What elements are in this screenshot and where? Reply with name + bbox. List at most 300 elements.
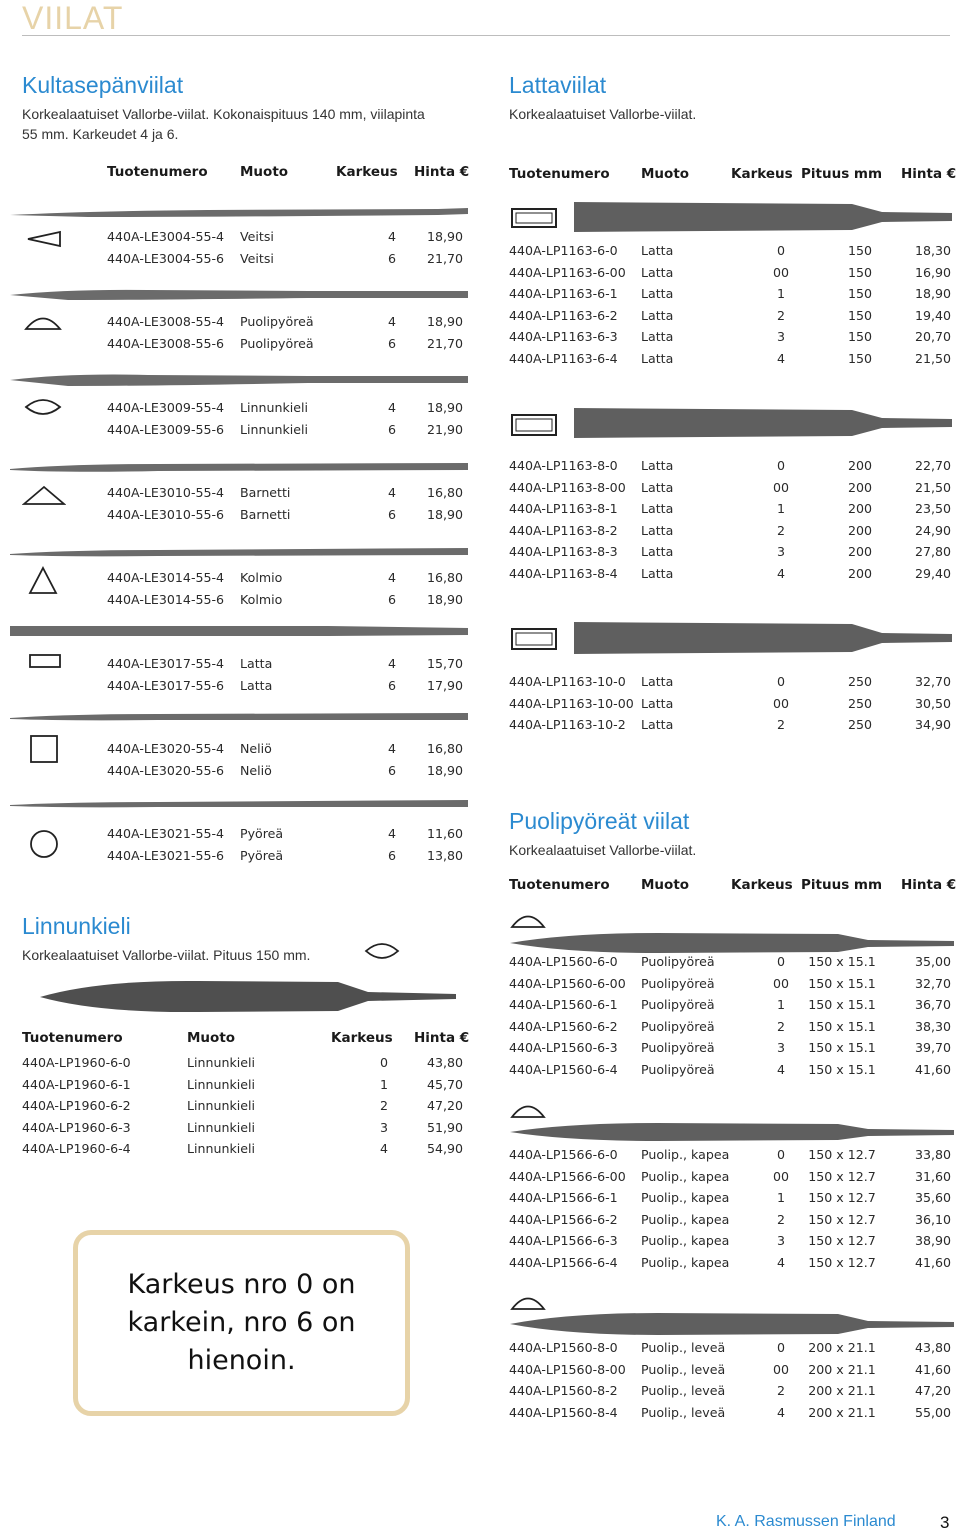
header-price: Hinta € [414, 1030, 470, 1046]
product-code: 440A-LE3008-55-4 [107, 314, 225, 329]
grade: 4 [379, 1141, 388, 1156]
grade: 2 [776, 717, 785, 732]
grade: 6 [387, 250, 396, 266]
header-shape: Muoto [641, 166, 690, 182]
table-row [0, 845, 960, 866]
cross-section-crossing-icon [364, 940, 400, 962]
price: 21,70 [426, 250, 463, 266]
table-row [0, 455, 960, 476]
flat-file-image-250 [572, 620, 954, 656]
product-code: 440A-LE3014-55-6 [107, 591, 225, 607]
grade: 00 [772, 695, 790, 711]
grade: 00 [772, 975, 790, 991]
header-shape: Muoto [641, 877, 690, 893]
product-code: 440A-LP1566-6-2 [509, 1211, 618, 1227]
header-grade: Karkeus [731, 166, 793, 182]
section-subtitle-puolipyoreat: Korkealaatuiset Vallorbe-viilat. [509, 842, 697, 858]
grade: 3 [776, 1040, 785, 1055]
grade: 00 [772, 479, 790, 495]
product-code: 440A-LP1560-8-0 [509, 1340, 618, 1355]
section-subtitle-latta: Korkealaatuiset Vallorbe-viilat. [509, 106, 697, 122]
table-row [0, 1117, 960, 1138]
grade: 4 [387, 570, 396, 585]
price: 19,40 [914, 307, 951, 323]
header-shape: Muoto [187, 1030, 236, 1046]
grade: 0 [776, 1340, 785, 1355]
length: 150 [847, 286, 873, 301]
price: 23,50 [914, 501, 951, 516]
shape: Latta [641, 501, 674, 516]
section-subtitle-kultasepan-1: Korkealaatuiset Vallorbe-viilat. Kokonaispituus 140 mm, viilapinta [22, 106, 425, 122]
price: 20,70 [914, 329, 951, 344]
header-length: Pituus mm [801, 166, 883, 182]
shape: Latta [641, 544, 674, 559]
title-divider [22, 35, 950, 36]
length: 150 [847, 329, 873, 344]
price: 13,80 [426, 847, 463, 863]
grade: 6 [387, 847, 396, 863]
shape: Latta [240, 656, 273, 671]
price: 21,70 [426, 335, 463, 351]
product-code: 440A-LP1163-10-0 [509, 674, 626, 689]
shape: Linnunkieli [187, 1141, 255, 1156]
grade: 0 [776, 1147, 785, 1162]
header-price: Hinta € [901, 166, 957, 182]
price: 18,90 [914, 286, 951, 301]
price: 41,60 [914, 1254, 951, 1270]
length: 250 [847, 674, 873, 689]
price: 11,60 [426, 826, 463, 841]
table-row [0, 541, 960, 562]
shape: Puolipyöreä [240, 314, 314, 329]
shape: Linnunkieli [187, 1119, 255, 1135]
length: 200 [847, 565, 873, 581]
grade: 4 [387, 826, 396, 841]
price: 38,90 [914, 1233, 951, 1248]
needle-file-image-latta [8, 622, 470, 640]
price: 32,70 [914, 674, 951, 689]
price: 16,80 [426, 741, 463, 756]
section-title-latta: Lattaviilat [509, 72, 607, 98]
price: 45,70 [426, 1076, 463, 1092]
grade: 00 [772, 1168, 790, 1184]
shape: Linnunkieli [187, 1076, 255, 1092]
cross-section-square-icon [28, 733, 60, 765]
price: 18,30 [914, 243, 951, 258]
table-row [0, 477, 960, 498]
length: 200 x 21.1 [808, 1404, 876, 1420]
length: 150 x 12.7 [808, 1190, 876, 1205]
table-row [0, 1074, 960, 1095]
price: 18,90 [426, 762, 463, 778]
price: 16,80 [426, 485, 463, 500]
product-code: 440A-LP1163-8-4 [509, 565, 618, 581]
price: 47,20 [914, 1383, 951, 1398]
grade-info-callout: Karkeus nro 0 on karkein, nro 6 on hienoin. [73, 1230, 410, 1416]
shape: Neliö [240, 741, 272, 756]
shape: Pyöreä [240, 826, 284, 841]
price: 41,60 [914, 1061, 951, 1077]
shape: Pyöreä [240, 847, 284, 863]
grade: 4 [387, 485, 396, 500]
product-code: 440A-LP1163-8-0 [509, 458, 618, 473]
product-code: 440A-LP1560-6-4 [509, 1061, 618, 1077]
table-row [0, 326, 960, 347]
product-code: 440A-LP1566-6-00 [509, 1168, 626, 1184]
grade: 6 [387, 335, 396, 351]
grade: 00 [772, 264, 790, 280]
cross-section-flat-icon [28, 653, 62, 669]
price: 31,60 [914, 1168, 951, 1184]
shape: Latta [641, 286, 674, 301]
product-code: 440A-LE3010-55-6 [107, 506, 225, 522]
cross-section-crossing-icon [24, 396, 62, 418]
shape: Latta [641, 243, 674, 258]
shape: Puolip., leveä [641, 1404, 726, 1420]
table-row [0, 1187, 960, 1208]
shape: Latta [641, 717, 674, 732]
grade: 4 [387, 656, 396, 671]
table-row [0, 283, 960, 304]
product-code: 440A-LP1960-6-0 [22, 1055, 131, 1070]
length: 150 x 12.7 [808, 1147, 876, 1162]
grade: 2 [776, 522, 785, 538]
shape: Latta [641, 329, 674, 344]
header-code: Tuotenumero [509, 166, 610, 182]
product-code: 440A-LE3014-55-4 [107, 570, 225, 585]
product-code: 440A-LE3004-55-6 [107, 250, 225, 266]
product-code: 440A-LP1566-6-0 [509, 1147, 618, 1162]
shape: Kolmio [240, 570, 283, 585]
shape: Veitsi [240, 250, 274, 266]
price: 43,80 [914, 1340, 951, 1355]
table-row [0, 520, 960, 541]
product-code: 440A-LE3009-55-6 [107, 421, 225, 437]
table-row [0, 305, 960, 326]
price: 27,80 [914, 544, 951, 559]
grade: 4 [776, 1061, 785, 1077]
table-row [0, 240, 960, 261]
price: 16,90 [914, 264, 951, 280]
grade: 0 [776, 674, 785, 689]
product-code: 440A-LP1163-6-1 [509, 286, 618, 301]
shape: Latta [641, 479, 674, 495]
shape: Puolipyöreä [641, 1040, 715, 1055]
shape: Latta [641, 695, 674, 711]
product-code: 440A-LP1163-6-2 [509, 307, 618, 323]
table-row [0, 1209, 960, 1230]
length: 200 [847, 501, 873, 516]
price: 51,90 [426, 1119, 463, 1135]
price: 22,70 [914, 458, 951, 473]
cross-section-flat-icon [510, 206, 558, 230]
product-code: 440A-LP1163-6-0 [509, 243, 618, 258]
needle-file-image-veitsi [8, 203, 470, 223]
section-title-puolipyoreat: Puolipyöreät viilat [509, 808, 690, 834]
length: 250 [847, 695, 873, 711]
cross-section-half-round-icon [510, 1292, 546, 1312]
shape: Puolip., kapea [641, 1233, 730, 1248]
grade: 6 [387, 506, 396, 522]
header-length: Pituus mm [801, 877, 883, 893]
product-code: 440A-LP1960-6-3 [22, 1119, 131, 1135]
length: 150 [847, 264, 873, 280]
product-code: 440A-LE3009-55-4 [107, 400, 225, 415]
length: 200 [847, 544, 873, 559]
shape: Barnetti [240, 506, 291, 522]
cross-section-half-round-icon [510, 910, 546, 930]
shape: Latta [641, 458, 674, 473]
length: 150 x 15.1 [808, 1040, 876, 1055]
shape: Latta [240, 677, 273, 693]
shape: Latta [641, 264, 674, 280]
price: 54,90 [426, 1141, 463, 1156]
length: 150 x 12.7 [808, 1211, 876, 1227]
price: 24,90 [914, 522, 951, 538]
table-row [0, 1095, 960, 1116]
grade: 3 [379, 1119, 388, 1135]
price: 18,90 [426, 591, 463, 607]
product-code: 440A-LP1163-6-3 [509, 329, 618, 344]
product-code: 440A-LP1163-6-4 [509, 350, 618, 366]
shape: Puolipyöreä [240, 335, 314, 351]
price: 18,90 [426, 314, 463, 329]
price: 17,90 [426, 677, 463, 693]
product-code: 440A-LE3017-55-6 [107, 677, 225, 693]
shape: Linnunkieli [240, 400, 308, 415]
price: 41,60 [914, 1361, 951, 1377]
shape: Linnunkieli [187, 1055, 255, 1070]
price: 18,90 [426, 229, 463, 244]
product-code: 440A-LE3021-55-4 [107, 826, 225, 841]
grade: 3 [776, 1233, 785, 1248]
grade: 1 [776, 997, 785, 1012]
product-code: 440A-LP1560-6-2 [509, 1018, 618, 1034]
length: 150 x 15.1 [808, 975, 876, 991]
table-row [0, 348, 960, 369]
grade: 6 [387, 677, 396, 693]
shape: Puolipyöreä [641, 1018, 715, 1034]
table-row [0, 693, 960, 714]
table-row [0, 589, 960, 610]
length: 150 [847, 350, 873, 366]
price: 29,40 [914, 565, 951, 581]
price: 43,80 [426, 1055, 463, 1070]
shape: Latta [641, 565, 674, 581]
grade: 4 [387, 741, 396, 756]
product-code: 440A-LP1566-6-4 [509, 1254, 618, 1270]
grade: 4 [387, 400, 396, 415]
table-row [0, 671, 960, 692]
table-row [0, 714, 960, 735]
price: 55,00 [914, 1404, 951, 1420]
product-code: 440A-LP1566-6-3 [509, 1233, 618, 1248]
shape: Linnunkieli [240, 421, 308, 437]
product-code: 440A-LP1163-6-00 [509, 264, 626, 280]
length: 150 x 15.1 [808, 1018, 876, 1034]
price: 35,00 [914, 954, 951, 969]
price: 21,50 [914, 479, 951, 495]
half-round-file-image-wide [508, 1310, 956, 1338]
shape: Puolip., kapea [641, 1211, 730, 1227]
flat-file-image-150 [572, 200, 954, 234]
needle-file-image-linnunkieli [8, 370, 470, 390]
footer-brand: K. A. Rasmussen Finland [716, 1513, 896, 1530]
length: 150 [847, 307, 873, 323]
grade: 3 [776, 544, 785, 559]
product-code: 440A-LP1566-6-1 [509, 1190, 618, 1205]
product-code: 440A-LE3017-55-4 [107, 656, 225, 671]
grade: 2 [776, 1211, 785, 1227]
product-code: 440A-LP1560-8-2 [509, 1383, 618, 1398]
header-grade: Karkeus [331, 1030, 393, 1046]
shape: Puolip., leveä [641, 1383, 726, 1398]
product-code: 440A-LP1163-10-2 [509, 717, 626, 732]
length: 250 [847, 717, 873, 732]
grade: 3 [776, 329, 785, 344]
product-code: 440A-LP1560-8-4 [509, 1404, 618, 1420]
length: 150 x 15.1 [808, 954, 876, 969]
header-code: Tuotenumero [107, 164, 208, 180]
shape: Puolip., leveä [641, 1340, 726, 1355]
needle-file-image-pyorea [8, 795, 470, 813]
shape: Latta [641, 350, 674, 366]
header-grade: Karkeus [336, 164, 398, 180]
section-subtitle-kultasepan-2: 55 mm. Karkeudet 4 ja 6. [22, 126, 179, 142]
shape: Puolip., kapea [641, 1190, 730, 1205]
table-row [0, 498, 960, 519]
product-code: 440A-LE3020-55-4 [107, 741, 225, 756]
shape: Veitsi [240, 229, 274, 244]
price: 16,80 [426, 570, 463, 585]
grade: 1 [776, 501, 785, 516]
header-code: Tuotenumero [22, 1030, 123, 1046]
table-row [0, 1138, 960, 1159]
grade: 4 [776, 565, 785, 581]
length: 150 x 12.7 [808, 1168, 876, 1184]
cross-section-flat-icon [510, 626, 558, 652]
length: 150 x 15.1 [808, 997, 876, 1012]
grade: 0 [379, 1055, 388, 1070]
grade: 2 [776, 307, 785, 323]
price: 36,70 [914, 997, 951, 1012]
product-code: 440A-LP1163-8-2 [509, 522, 618, 538]
grade: 4 [387, 229, 396, 244]
product-code: 440A-LP1560-6-1 [509, 997, 618, 1012]
grade: 4 [776, 1254, 785, 1270]
product-code: 440A-LP1163-8-1 [509, 501, 618, 516]
price: 33,80 [914, 1147, 951, 1162]
length: 200 x 21.1 [808, 1361, 876, 1377]
price: 39,70 [914, 1040, 951, 1055]
price: 38,30 [914, 1018, 951, 1034]
product-code: 440A-LP1163-8-00 [509, 479, 626, 495]
price: 32,70 [914, 975, 951, 991]
product-code: 440A-LP1960-6-2 [22, 1098, 131, 1113]
section-title-linnunkieli: Linnunkieli [22, 913, 131, 939]
product-code: 440A-LP1560-6-0 [509, 954, 618, 969]
length: 150 x 15.1 [808, 1061, 876, 1077]
product-code: 440A-LE3020-55-6 [107, 762, 225, 778]
grade: 1 [776, 1190, 785, 1205]
header-price: Hinta € [901, 877, 957, 893]
grade: 1 [379, 1076, 388, 1092]
shape: Latta [641, 307, 674, 323]
header-price: Hinta € [414, 164, 470, 180]
price: 36,10 [914, 1211, 951, 1227]
shape: Puolip., leveä [641, 1361, 726, 1377]
length: 200 [847, 458, 873, 473]
shape: Kolmio [240, 591, 283, 607]
table-row [0, 262, 960, 283]
grade: 4 [776, 350, 785, 366]
grade: 2 [379, 1098, 388, 1113]
length: 150 x 12.7 [808, 1254, 876, 1270]
section-title-kultasepan: Kultasepänviilat [22, 72, 184, 98]
shape: Puolip., kapea [641, 1168, 730, 1184]
half-round-file-image-150 [508, 930, 956, 956]
cross-section-flat-icon [510, 412, 558, 438]
length: 150 x 12.7 [808, 1233, 876, 1248]
table-row [0, 1016, 960, 1037]
product-code: 440A-LP1560-6-00 [509, 975, 626, 991]
length: 200 x 21.1 [808, 1383, 876, 1398]
product-code: 440A-LP1960-6-1 [22, 1076, 131, 1092]
price: 30,50 [914, 695, 951, 711]
shape: Puolipyöreä [641, 1061, 715, 1077]
cross-section-round-icon [28, 828, 60, 860]
table-row [0, 738, 960, 759]
product-code: 440A-LP1560-6-3 [509, 1040, 618, 1055]
product-code: 440A-LE3021-55-6 [107, 847, 225, 863]
section-subtitle-linnunkieli: Korkealaatuiset Vallorbe-viilat. Pituus 150 mm. [22, 947, 311, 963]
product-code: 440A-LE3010-55-4 [107, 485, 225, 500]
grade: 2 [776, 1383, 785, 1398]
product-code: 440A-LP1560-8-00 [509, 1361, 626, 1377]
header-code: Tuotenumero [509, 877, 610, 893]
shape: Puolip., kapea [641, 1147, 730, 1162]
flat-file-image-200 [572, 406, 954, 440]
product-code: 440A-LP1163-8-3 [509, 544, 618, 559]
grade: 0 [776, 243, 785, 258]
shape: Puolip., kapea [641, 1254, 730, 1270]
shape: Linnunkieli [187, 1098, 255, 1113]
page-number: 3 [940, 1513, 950, 1532]
table-row [0, 823, 960, 844]
header-shape: Muoto [240, 164, 289, 180]
shape: Puolipyöreä [641, 954, 715, 969]
grade: 4 [387, 314, 396, 329]
table-row [0, 760, 960, 781]
length: 150 [847, 243, 873, 258]
grade: 0 [776, 954, 785, 969]
shape: Latta [641, 522, 674, 538]
shape: Puolipyöreä [641, 975, 715, 991]
grade: 2 [776, 1018, 785, 1034]
price: 34,90 [914, 717, 951, 732]
table-row [0, 1166, 960, 1187]
grade: 1 [776, 286, 785, 301]
header-grade: Karkeus [731, 877, 793, 893]
table-row [0, 1052, 960, 1073]
price: 21,50 [914, 350, 951, 366]
product-code: 440A-LP1163-10-00 [509, 695, 634, 711]
table-row [0, 563, 960, 584]
grade: 0 [776, 458, 785, 473]
grade: 6 [387, 421, 396, 437]
shape: Latta [641, 674, 674, 689]
product-code: 440A-LE3008-55-6 [107, 335, 225, 351]
